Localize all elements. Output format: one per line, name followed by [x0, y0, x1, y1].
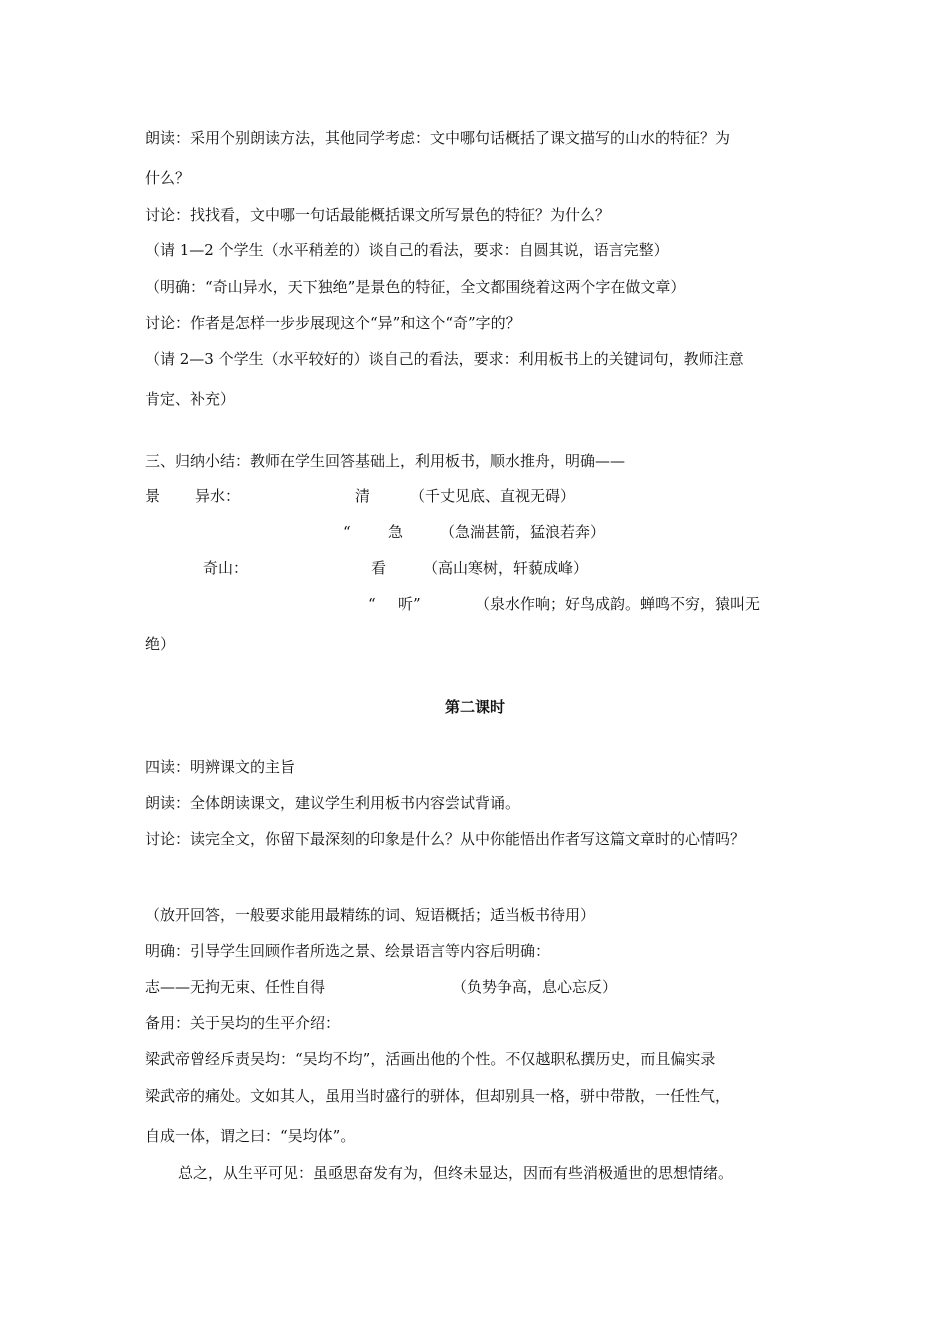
paragraph-line: （放开回答，一般要求能用最精练的词、短语概括；适当板书待用）: [145, 906, 596, 924]
paragraph-line: 讨论：找找看，文中哪一句话最能概括课文所写景色的特征？为什么？: [145, 206, 611, 224]
paragraph-line: 朗读：全体朗读课文，建议学生利用板书内容尝试背诵。: [145, 794, 521, 812]
paragraph-line: 四读：明辨课文的主旨: [145, 758, 296, 776]
summary-jing: 景: [145, 487, 161, 505]
summary-quote: “: [343, 523, 351, 541]
paragraph-line: 总之，从生平可见：虽亟思奋发有为，但终未显达，因而有些消极遁世的思想情绪。: [178, 1164, 734, 1182]
summary-qishan: 奇山：: [203, 559, 249, 577]
summary-ji-note: （急湍甚箭，猛浪若奔）: [440, 523, 606, 541]
summary-quote: “: [368, 595, 376, 613]
summary-yishui: 异水：: [195, 487, 241, 505]
section-title: 第二课时: [444, 698, 505, 716]
paragraph-line: （明确：“奇山异水，天下独绝”是景色的特征，全文都围绕着这两个字在做文章）: [145, 278, 686, 296]
paragraph-line: 明确：引导学生回顾作者所选之景、绘景语言等内容后明确：: [145, 942, 551, 960]
paragraph-line: 梁武帝的痛处。文如其人，虽用当时盛行的骈体，但却别具一格，骈中带散，一任性气，: [145, 1087, 731, 1105]
summary-ting-note: （泉水作响；好鸟成韵。蝉鸣不穷，猿叫无: [475, 595, 761, 613]
paragraph-line: 备用：关于吴均的生平介绍：: [145, 1014, 341, 1032]
paragraph-line: 什么？: [145, 169, 191, 187]
paragraph-line: 志——无拘无束、任性自得: [145, 978, 326, 996]
paragraph-line: 讨论：作者是怎样一步步展现这个“异”和这个“奇”字的？: [145, 314, 521, 332]
paragraph-line: 梁武帝曾经斥责吴均：“吴均不均”，活画出他的个性。不仅越职私撰历史，而且偏实录: [145, 1050, 716, 1068]
summary-qing-note: （千丈见底、直视无碍）: [410, 487, 576, 505]
paragraph-line: 自成一体，谓之曰：“吴均体”。: [145, 1127, 356, 1145]
summary-qing: 清: [355, 487, 371, 505]
summary-ting: 听”: [398, 595, 421, 613]
paragraph-line: （请 2—3 个学生（水平较好的）谈自己的看法，要求：利用板书上的关键词句，教师注意: [145, 350, 744, 368]
summary-ting-note-cont: 绝）: [145, 635, 176, 653]
summary-heading: 三、归纳小结：教师在学生回答基础上，利用板书，顺水推舟，明确——: [145, 452, 626, 470]
summary-ji: 急: [388, 523, 404, 541]
summary-kan-note: （高山寒树，轩藐成峰）: [423, 559, 589, 577]
summary-kan: 看: [371, 559, 387, 577]
paragraph-line: 讨论：读完全文，你留下最深刻的印象是什么？从中你能悟出作者写这篇文章时的心情吗？: [145, 830, 746, 848]
paragraph-line: 朗读：采用个别朗读方法，其他同学考虑：文中哪句话概括了课文描写的山水的特征？为: [145, 129, 731, 147]
paragraph-line: （请 1—2 个学生（水平稍差的）谈自己的看法，要求：自圆其说，语言完整）: [145, 241, 669, 259]
paragraph-line-note: （负势争高，息心忘反）: [452, 978, 618, 996]
paragraph-line: 肯定、补充）: [145, 390, 236, 408]
